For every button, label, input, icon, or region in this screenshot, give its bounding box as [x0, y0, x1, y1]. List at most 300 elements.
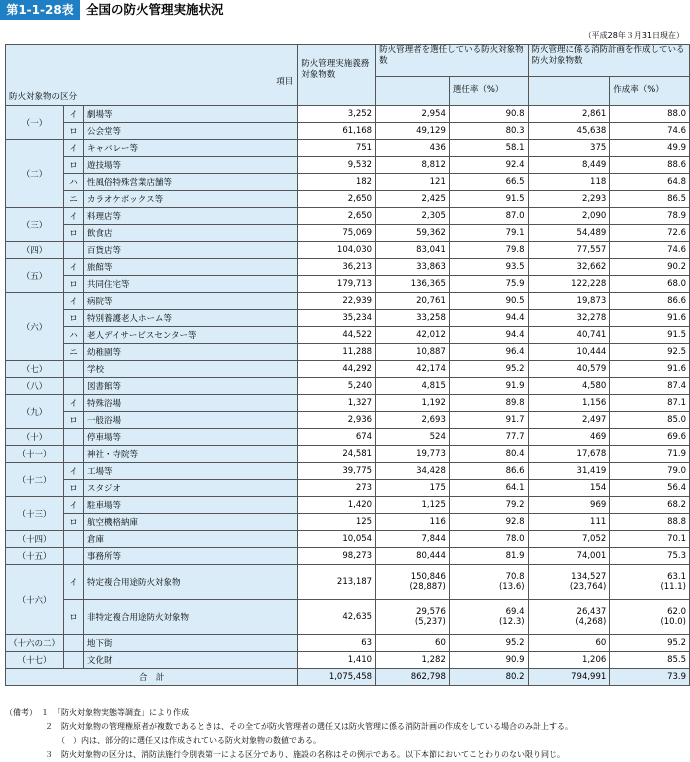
- value-cell: 10,054: [298, 531, 376, 548]
- facility-name-cell: 公会堂等: [83, 123, 297, 140]
- subcategory-cell: [64, 378, 84, 395]
- value-cell: 44,292: [298, 361, 376, 378]
- value-cell: 60: [376, 635, 450, 652]
- value-partial: (28,887): [409, 582, 446, 592]
- table-row: [6, 191, 690, 208]
- table-row: [6, 208, 690, 225]
- subcategory-cell: [64, 429, 84, 446]
- value-cell: 2,090: [528, 208, 610, 225]
- value-cell: 94.4: [449, 327, 528, 344]
- value-cell: 87.1: [610, 395, 690, 412]
- subcategory-cell: ロ: [64, 310, 84, 327]
- value-cell: 8,812: [376, 157, 450, 174]
- value-cell: 42,174: [376, 361, 450, 378]
- value-cell: 1,282: [376, 652, 450, 669]
- facility-name-cell: 図書館等: [83, 378, 297, 395]
- facility-name-cell: 工場等: [83, 463, 297, 480]
- facility-name-cell: 病院等: [83, 293, 297, 310]
- table-row: [6, 174, 690, 191]
- value-cell: 2,693: [376, 412, 450, 429]
- table-row: [6, 310, 690, 327]
- value-cell: 116: [376, 514, 450, 531]
- subcategory-cell: イ: [64, 395, 84, 412]
- subcategory-cell: ロ: [64, 123, 84, 140]
- note-line: （備考） １ 「防火対象物実態等調査」により作成: [5, 708, 189, 717]
- facility-name-cell: 事務所等: [83, 548, 297, 565]
- category-cell: （六）: [6, 293, 64, 361]
- value-cell: 175: [376, 480, 450, 497]
- value-cell: 66.5: [449, 174, 528, 191]
- value-main: 62.0: [667, 607, 686, 617]
- value-cell: 95.2: [449, 361, 528, 378]
- value-main: 134,527: [571, 572, 607, 582]
- value-main: 26,437: [576, 607, 607, 617]
- value-cell: 89.8: [449, 395, 528, 412]
- value-cell: 91.5: [610, 327, 690, 344]
- value-cell: 4,580: [528, 378, 610, 395]
- table-row: [6, 497, 690, 514]
- value-cell: 85.5: [610, 652, 690, 669]
- value-cell: 436: [376, 140, 450, 157]
- category-cell: （十四）: [6, 531, 64, 548]
- subcategory-cell: ロ: [64, 600, 84, 635]
- value-cell: 54,489: [528, 225, 610, 242]
- value-cell: 98,273: [298, 548, 376, 565]
- value-cell: 104,030: [298, 242, 376, 259]
- subcategory-cell: イ: [64, 140, 84, 157]
- value-cell: 88.0: [610, 106, 690, 123]
- facility-name-cell: 劇場等: [83, 106, 297, 123]
- value-partial: (23,764): [569, 582, 607, 592]
- facility-name-cell: 遊技場等: [83, 157, 297, 174]
- value-cell: 91.5: [449, 191, 528, 208]
- table-row: [6, 600, 690, 635]
- value-cell: 95.2: [449, 635, 528, 652]
- note-line: （ ）内は、部分的に選任又は作成されている防火対象物の数値である。: [5, 736, 321, 745]
- value-cell: [610, 565, 690, 600]
- facility-name-cell: スタジオ: [83, 480, 297, 497]
- value-cell: 90.8: [449, 106, 528, 123]
- facility-name-cell: 飲食店: [83, 225, 297, 242]
- header-item-label: 項目: [276, 77, 294, 87]
- value-cell: 78.0: [449, 531, 528, 548]
- value-cell: 2,936: [298, 412, 376, 429]
- subcategory-cell: [64, 531, 84, 548]
- facility-name-cell: 地下街: [83, 635, 297, 652]
- category-cell: （十六の二）: [6, 635, 64, 652]
- value-cell: [528, 600, 610, 635]
- facility-name-cell: 神社・寺院等: [83, 446, 297, 463]
- value-cell: 42,635: [298, 600, 376, 635]
- subcategory-cell: ロ: [64, 514, 84, 531]
- table-row: [6, 565, 690, 600]
- facility-name-cell: 停車場等: [83, 429, 297, 446]
- value-cell: 11,288: [298, 344, 376, 361]
- table-row: [6, 225, 690, 242]
- value-cell: 121: [376, 174, 450, 191]
- value-main: 70.8: [505, 572, 525, 582]
- value-cell: 59,362: [376, 225, 450, 242]
- value-cell: 72.6: [610, 225, 690, 242]
- value-cell: 2,293: [528, 191, 610, 208]
- note-line: ３ 防火対象物の区分は、消防法施行令別表第一による区分であり、施設の名称はその例示である。以下本節においてことわりのない限り同じ。: [5, 750, 565, 759]
- value-cell: 122,228: [528, 276, 610, 293]
- total-value-cell: 794,991: [528, 669, 610, 686]
- value-cell: 8,449: [528, 157, 610, 174]
- subcategory-cell: イ: [64, 208, 84, 225]
- facility-name-cell: キャバレー等: [83, 140, 297, 157]
- value-cell: [528, 565, 610, 600]
- value-cell: 96.4: [449, 344, 528, 361]
- value-cell: 1,125: [376, 497, 450, 514]
- value-cell: 969: [528, 497, 610, 514]
- table-row: [6, 446, 690, 463]
- value-cell: 58.1: [449, 140, 528, 157]
- value-cell: 87.0: [449, 208, 528, 225]
- value-cell: 2,650: [298, 191, 376, 208]
- subcategory-cell: [64, 652, 84, 669]
- facility-name-cell: 非特定複合用途防火対象物: [83, 600, 297, 635]
- value-cell: 10,444: [528, 344, 610, 361]
- value-cell: 182: [298, 174, 376, 191]
- facility-name-cell: 倉庫: [83, 531, 297, 548]
- value-cell: 39,775: [298, 463, 376, 480]
- value-main: 150,846: [410, 572, 446, 582]
- value-cell: 80,444: [376, 548, 450, 565]
- category-cell: （五）: [6, 259, 64, 293]
- subcategory-cell: ハ: [64, 327, 84, 344]
- value-cell: 32,662: [528, 259, 610, 276]
- header-c3-spacer: [376, 76, 450, 105]
- facility-name-cell: 学校: [83, 361, 297, 378]
- value-cell: 9,532: [298, 157, 376, 174]
- value-cell: 88.8: [610, 514, 690, 531]
- value-cell: 78.9: [610, 208, 690, 225]
- header-category-label: 防火対象物の区分: [9, 92, 78, 103]
- value-cell: 86.6: [449, 463, 528, 480]
- table-number-tag: 第1-1-28表: [0, 0, 80, 20]
- value-cell: 1,327: [298, 395, 376, 412]
- value-cell: 2,425: [376, 191, 450, 208]
- table-row: [6, 123, 690, 140]
- total-label: 合 計: [6, 669, 298, 686]
- facility-name-cell: 特殊浴場: [83, 395, 297, 412]
- value-cell: 74.6: [610, 123, 690, 140]
- total-value-cell: 80.2: [449, 669, 528, 686]
- value-cell: 44,522: [298, 327, 376, 344]
- value-cell: 90.9: [449, 652, 528, 669]
- table-row: [6, 140, 690, 157]
- value-cell: 56.4: [610, 480, 690, 497]
- value-cell: 5,240: [298, 378, 376, 395]
- value-cell: 7,844: [376, 531, 450, 548]
- value-partial: (13.6): [498, 582, 525, 592]
- subcategory-cell: ロ: [64, 276, 84, 293]
- subcategory-cell: [64, 361, 84, 378]
- table-row: [6, 531, 690, 548]
- facility-name-cell: 特定複合用途防火対象物: [83, 565, 297, 600]
- total-value-cell: 73.9: [610, 669, 690, 686]
- value-cell: 75,069: [298, 225, 376, 242]
- table-row: [6, 412, 690, 429]
- value-cell: 3,252: [298, 106, 376, 123]
- value-cell: 74,001: [528, 548, 610, 565]
- value-partial: (10.0): [660, 617, 686, 627]
- facility-name-cell: 旅館等: [83, 259, 297, 276]
- value-cell: 2,650: [298, 208, 376, 225]
- value-partial: (4,268): [575, 617, 607, 627]
- category-cell: （十六）: [6, 565, 64, 635]
- value-cell: 77,557: [528, 242, 610, 259]
- facility-name-cell: 老人デイサービスセンター等: [83, 327, 297, 344]
- total-value-cell: 862,798: [376, 669, 450, 686]
- facility-name-cell: 性風俗特殊営業店舗等: [83, 174, 297, 191]
- value-cell: 75.9: [449, 276, 528, 293]
- value-cell: 34,428: [376, 463, 450, 480]
- header-c1: 防火管理実施義務対象物数: [298, 45, 376, 106]
- facility-name-cell: 料理店等: [83, 208, 297, 225]
- value-cell: 36,213: [298, 259, 376, 276]
- value-cell: 125: [298, 514, 376, 531]
- value-cell: 90.2: [610, 259, 690, 276]
- value-partial: (12.3): [498, 617, 525, 627]
- subcategory-cell: ロ: [64, 480, 84, 497]
- table-row: [6, 344, 690, 361]
- category-cell: （一）: [6, 106, 64, 140]
- category-cell: （十二）: [6, 463, 64, 497]
- value-cell: 79.0: [610, 463, 690, 480]
- value-cell: 95.2: [610, 635, 690, 652]
- value-cell: 91.9: [449, 378, 528, 395]
- category-cell: （八）: [6, 378, 64, 395]
- subcategory-cell: イ: [64, 259, 84, 276]
- facility-name-cell: 駐車場等: [83, 497, 297, 514]
- value-cell: 91.6: [610, 310, 690, 327]
- subcategory-cell: ニ: [64, 191, 84, 208]
- category-cell: （十五）: [6, 548, 64, 565]
- category-cell: （十）: [6, 429, 64, 446]
- value-cell: 61,168: [298, 123, 376, 140]
- category-cell: （九）: [6, 395, 64, 429]
- value-cell: 1,192: [376, 395, 450, 412]
- value-cell: 79.1: [449, 225, 528, 242]
- subcategory-cell: ニ: [64, 344, 84, 361]
- table-row: [6, 635, 690, 652]
- facility-name-cell: 幼稚園等: [83, 344, 297, 361]
- value-cell: 86.5: [610, 191, 690, 208]
- subcategory-cell: イ: [64, 293, 84, 310]
- value-cell: 87.4: [610, 378, 690, 395]
- subcategory-cell: [64, 242, 84, 259]
- value-cell: 74.6: [610, 242, 690, 259]
- table-row: [6, 293, 690, 310]
- value-cell: [376, 565, 450, 600]
- value-cell: 2,954: [376, 106, 450, 123]
- category-cell: （十一）: [6, 446, 64, 463]
- value-cell: 2,861: [528, 106, 610, 123]
- category-cell: （四）: [6, 242, 64, 259]
- value-cell: 1,420: [298, 497, 376, 514]
- subcategory-cell: ロ: [64, 412, 84, 429]
- value-cell: 86.6: [610, 293, 690, 310]
- value-cell: 179,713: [298, 276, 376, 293]
- header-c2: 防火管理者を選任している防火対象物数: [376, 45, 528, 77]
- value-cell: 751: [298, 140, 376, 157]
- table-row: [6, 652, 690, 669]
- note-line: ２ 防火対象物の管理権原者が複数であるときは、その全てが防火管理者の選任又は防火管理に係る消防計画の作成をしている場合のみ計上する。: [5, 722, 573, 731]
- category-cell: （七）: [6, 361, 64, 378]
- value-cell: 1,156: [528, 395, 610, 412]
- value-cell: 92.8: [449, 514, 528, 531]
- header-c3: 選任率（%）: [449, 76, 528, 105]
- value-cell: [449, 600, 528, 635]
- value-cell: 79.8: [449, 242, 528, 259]
- value-cell: 111: [528, 514, 610, 531]
- value-cell: 49,129: [376, 123, 450, 140]
- value-cell: [610, 600, 690, 635]
- table-row: [6, 276, 690, 293]
- header-c4: 防火管理に係る消防計画を作成している防火対象物数: [528, 45, 689, 77]
- subcategory-cell: ロ: [64, 157, 84, 174]
- category-cell: （十七）: [6, 652, 64, 669]
- title-bar: [0, 0, 690, 20]
- value-cell: 79.2: [449, 497, 528, 514]
- value-cell: 674: [298, 429, 376, 446]
- value-cell: 64.8: [610, 174, 690, 191]
- facility-name-cell: 特別養護老人ホーム等: [83, 310, 297, 327]
- value-cell: 60: [528, 635, 610, 652]
- table-row: [6, 480, 690, 497]
- subcategory-cell: イ: [64, 565, 84, 600]
- table-row: [6, 429, 690, 446]
- value-cell: 40,579: [528, 361, 610, 378]
- value-partial: (11.1): [660, 582, 686, 592]
- value-cell: 19,773: [376, 446, 450, 463]
- value-cell: 20,761: [376, 293, 450, 310]
- value-cell: 22,939: [298, 293, 376, 310]
- total-value-cell: 1,075,458: [298, 669, 376, 686]
- value-cell: 92.4: [449, 157, 528, 174]
- category-cell: （十三）: [6, 497, 64, 531]
- facility-name-cell: 共同住宅等: [83, 276, 297, 293]
- subcategory-cell: イ: [64, 106, 84, 123]
- total-row: [6, 669, 690, 686]
- value-cell: 33,863: [376, 259, 450, 276]
- table-row: [6, 548, 690, 565]
- as-of-date: （平成28年３月31日現在）: [583, 31, 684, 40]
- value-cell: 70.1: [610, 531, 690, 548]
- value-cell: 1,206: [528, 652, 610, 669]
- table-row: [6, 463, 690, 480]
- value-cell: 94.4: [449, 310, 528, 327]
- value-cell: 154: [528, 480, 610, 497]
- value-cell: 1,410: [298, 652, 376, 669]
- value-cell: 81.9: [449, 548, 528, 565]
- value-cell: 83,041: [376, 242, 450, 259]
- value-cell: 35,234: [298, 310, 376, 327]
- facility-name-cell: カラオケボックス等: [83, 191, 297, 208]
- category-cell: （三）: [6, 208, 64, 242]
- value-cell: 2,497: [528, 412, 610, 429]
- value-cell: 63: [298, 635, 376, 652]
- table-row: [6, 259, 690, 276]
- value-cell: 93.5: [449, 259, 528, 276]
- value-cell: 7,052: [528, 531, 610, 548]
- value-cell: 273: [298, 480, 376, 497]
- value-cell: 24,581: [298, 446, 376, 463]
- value-cell: 375: [528, 140, 610, 157]
- value-cell: 10,887: [376, 344, 450, 361]
- value-cell: 213,187: [298, 565, 376, 600]
- value-cell: 32,278: [528, 310, 610, 327]
- value-cell: 68.0: [610, 276, 690, 293]
- value-main: 69.4: [505, 607, 525, 617]
- header-c5-spacer: [528, 76, 610, 105]
- value-cell: 469: [528, 429, 610, 446]
- subcategory-cell: ロ: [64, 225, 84, 242]
- facility-name-cell: 一般浴場: [83, 412, 297, 429]
- table-row: [6, 106, 690, 123]
- value-cell: 91.6: [610, 361, 690, 378]
- category-cell: （二）: [6, 140, 64, 208]
- value-cell: 19,873: [528, 293, 610, 310]
- table-row: [6, 395, 690, 412]
- value-cell: 49.9: [610, 140, 690, 157]
- value-partial: (5,237): [414, 617, 446, 627]
- subcategory-cell: イ: [64, 497, 84, 514]
- value-cell: 33,258: [376, 310, 450, 327]
- value-cell: 77.7: [449, 429, 528, 446]
- value-cell: 88.6: [610, 157, 690, 174]
- facility-name-cell: 百貨店等: [83, 242, 297, 259]
- table-row: [6, 157, 690, 174]
- value-cell: 136,365: [376, 276, 450, 293]
- value-cell: [449, 565, 528, 600]
- value-main: 29,576: [416, 607, 446, 617]
- value-cell: 31,419: [528, 463, 610, 480]
- value-cell: 17,678: [528, 446, 610, 463]
- value-cell: 68.2: [610, 497, 690, 514]
- value-cell: 71.9: [610, 446, 690, 463]
- value-cell: 4,815: [376, 378, 450, 395]
- table-row: [6, 514, 690, 531]
- header-c5: 作成率（%）: [610, 76, 690, 105]
- value-cell: 118: [528, 174, 610, 191]
- value-cell: 42,012: [376, 327, 450, 344]
- table-row: [6, 378, 690, 395]
- value-cell: [376, 600, 450, 635]
- value-cell: 92.5: [610, 344, 690, 361]
- value-cell: 80.4: [449, 446, 528, 463]
- value-cell: 91.7: [449, 412, 528, 429]
- value-cell: 69.6: [610, 429, 690, 446]
- page-title: 全国の防火管理実施状況: [86, 2, 224, 17]
- subcategory-cell: [64, 446, 84, 463]
- table-row: [6, 361, 690, 378]
- value-cell: 2,305: [376, 208, 450, 225]
- table-row: [6, 242, 690, 259]
- value-cell: 45,638: [528, 123, 610, 140]
- value-cell: 80.3: [449, 123, 528, 140]
- value-cell: 64.1: [449, 480, 528, 497]
- value-cell: 85.0: [610, 412, 690, 429]
- value-cell: 90.5: [449, 293, 528, 310]
- notes: [5, 706, 573, 762]
- subcategory-cell: イ: [64, 463, 84, 480]
- header-corner: [6, 45, 298, 106]
- subcategory-cell: [64, 635, 84, 652]
- value-cell: 524: [376, 429, 450, 446]
